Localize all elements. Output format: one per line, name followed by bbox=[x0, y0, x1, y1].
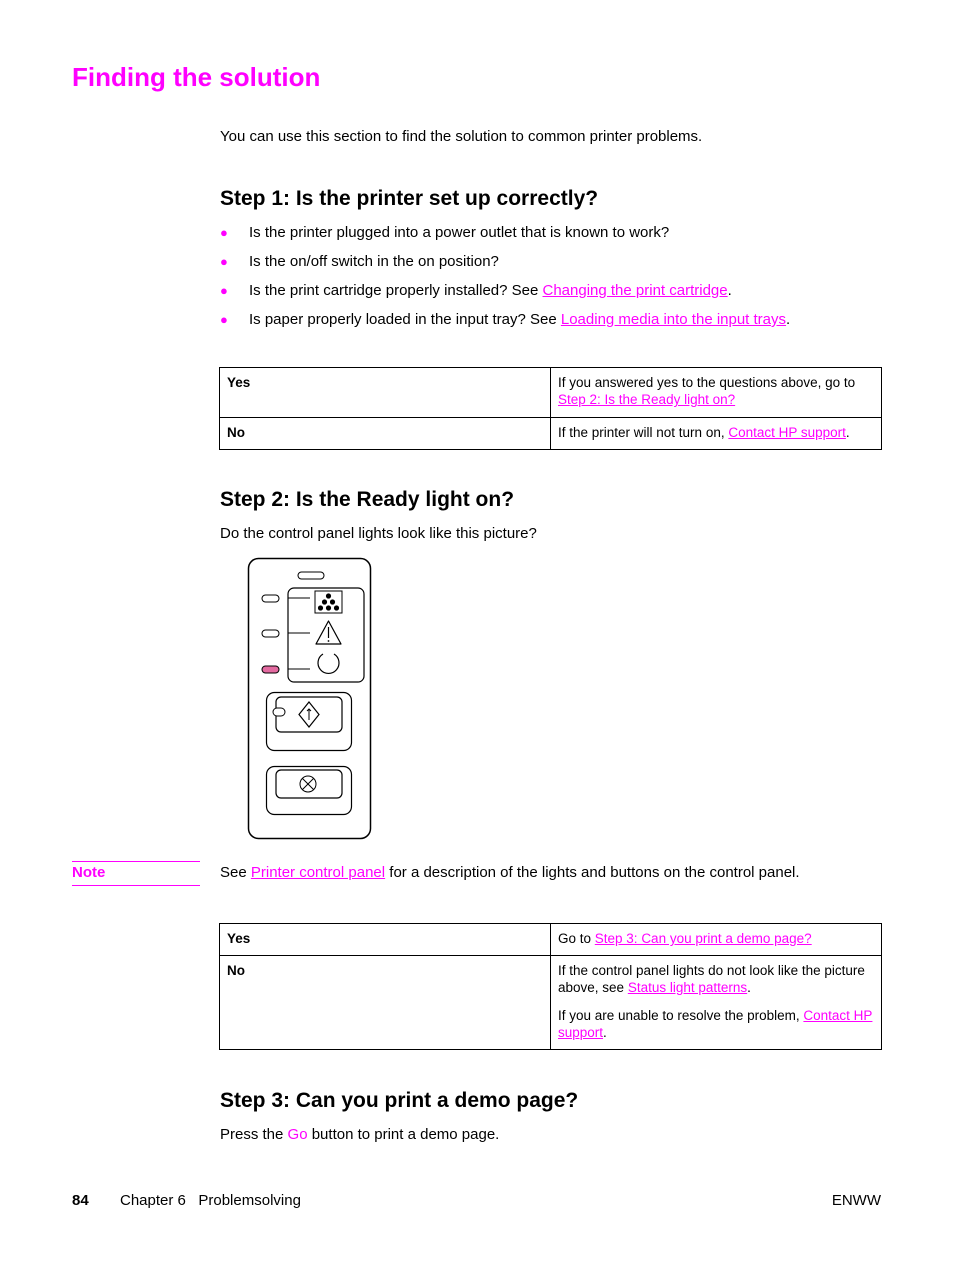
link-loading-media[interactable]: Loading media into the input trays bbox=[560, 311, 787, 328]
note-divider-bottom bbox=[72, 885, 200, 886]
step1-heading: Step 1: Is the printer set up correctly? bbox=[220, 187, 599, 210]
table-row bbox=[220, 956, 882, 1050]
bullet-icon: ● bbox=[220, 283, 228, 298]
control-panel-illustration bbox=[244, 556, 375, 842]
list-item: ● Is the printer plugged into a power outlet that is known to work? bbox=[220, 224, 670, 241]
step2-answer-table bbox=[219, 923, 882, 1050]
go-button-name: Go bbox=[287, 1126, 308, 1143]
note-text: See Printer control panel for a description of the lights and buttons on the control panel. bbox=[220, 864, 800, 881]
page-number: 84 bbox=[72, 1192, 89, 1209]
yes-label: Yes bbox=[220, 368, 551, 418]
step1-checklist bbox=[220, 224, 880, 340]
yes-cell: Go to Step 3: Can you print a demo page? bbox=[551, 924, 882, 956]
no-cell: If the control panel lights do not look like the picture above, see Status light patterns. If you are unable to resolve the problem, Contact HP support. bbox=[551, 956, 882, 1050]
step3-text: Press the Go button to print a demo page. bbox=[220, 1126, 500, 1143]
yes-label: Yes bbox=[220, 924, 551, 956]
table-row bbox=[220, 368, 882, 418]
ready-light bbox=[262, 666, 279, 673]
link-step2[interactable]: Step 2: Is the Ready light on? bbox=[558, 392, 736, 407]
step3-heading: Step 3: Can you print a demo page? bbox=[220, 1089, 579, 1112]
no-label: No bbox=[220, 418, 551, 450]
intro-text: You can use this section to find the solution to common printer problems. bbox=[220, 128, 703, 145]
no-cell: If the printer will not turn on, Contact HP support. bbox=[551, 418, 882, 450]
bullet-icon: ● bbox=[220, 225, 228, 240]
link-status-light-patterns[interactable]: Status light patterns bbox=[627, 980, 748, 995]
table-row bbox=[220, 924, 882, 956]
link-contact-hp-support[interactable]: Contact HP support bbox=[728, 425, 846, 440]
link-contact-hp-support[interactable]: Contact HP support bbox=[558, 1008, 873, 1040]
chapter-title: Chapter 6 Problemsolving bbox=[120, 1192, 301, 1209]
link-step3[interactable]: Step 3: Can you print a demo page? bbox=[594, 931, 812, 946]
toner-light bbox=[262, 595, 279, 602]
list-item: ● Is paper properly loaded in the input tray? See Loading media into the input trays. bbox=[220, 311, 791, 328]
bullet-icon: ● bbox=[220, 254, 228, 269]
list-item: ● Is the print cartridge properly installed? See Changing the print cartridge. bbox=[220, 282, 732, 299]
cancel-x-icon bbox=[267, 767, 352, 815]
footer-right: ENWW bbox=[831, 1192, 881, 1209]
yes-cell: If you answered yes to the questions above, go to Step 2: Is the Ready light on? bbox=[551, 368, 882, 418]
toner-dots-icon bbox=[315, 591, 342, 613]
list-item: ● Is the on/off switch in the on position? bbox=[220, 253, 499, 270]
note-label: Note bbox=[72, 864, 106, 881]
step1-answer-table bbox=[219, 367, 882, 450]
bullet-icon: ● bbox=[220, 312, 228, 327]
link-printer-control-panel[interactable]: Printer control panel bbox=[250, 864, 386, 881]
go-diamond-icon bbox=[267, 693, 352, 751]
no-label: No bbox=[220, 956, 551, 1050]
attention-light bbox=[262, 630, 279, 637]
page-title: Finding the solution bbox=[72, 62, 321, 92]
step2-intro: Do the control panel lights look like this picture? bbox=[220, 525, 537, 542]
table-row bbox=[220, 418, 882, 450]
step2-heading: Step 2: Is the Ready light on? bbox=[220, 488, 515, 511]
note-divider-top bbox=[72, 861, 200, 862]
top-indicator bbox=[298, 572, 324, 579]
link-changing-print-cartridge[interactable]: Changing the print cartridge bbox=[542, 282, 728, 299]
